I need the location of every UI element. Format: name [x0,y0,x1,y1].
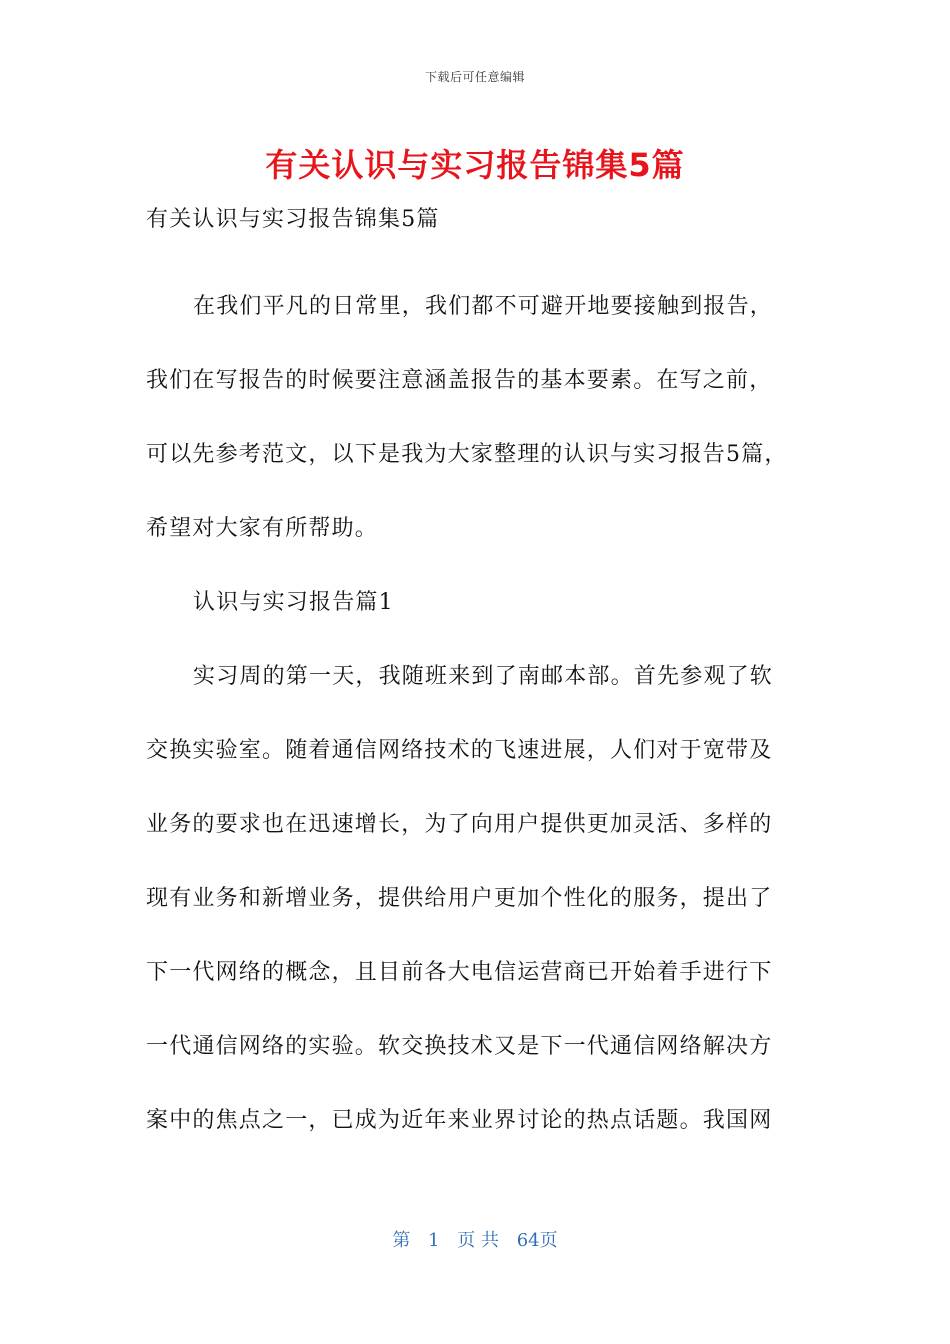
section-line: 实习周的第一天，我随班来到了南邮本部。首先参观了软 [193,664,774,689]
footer-prefix: 第 [392,1230,411,1251]
footer-page-number: 1 [428,1230,440,1251]
intro-line: 希望对大家有所帮助。 [146,516,379,541]
section-line: 下一代网络的概念，且目前各大电信运营商已开始着手进行下 [146,960,773,985]
intro-line: 我们在写报告的时候要注意涵盖报告的基本要素。在写之前， [146,368,773,393]
section-line: 一代通信网络的实验。软交换技术又是下一代通信网络解决方 [146,1034,773,1059]
section-line: 案中的焦点之一，已成为近年来业界讨论的热点话题。我国网 [146,1108,773,1133]
document-title: 有关认识与实习报告锦集5篇 [265,146,685,184]
intro-line: 在我们平凡的日常里，我们都不可避开地要接触到报告， [193,294,774,319]
section-heading: 认识与实习报告篇1 [193,590,394,615]
footer-total: 64页 [516,1230,558,1251]
section-line: 交换实验室。随着通信网络技术的飞速进展，人们对于宽带及 [146,738,773,763]
section-line: 现有业务和新增业务，提供给用户更加个性化的服务，提出了 [146,886,773,911]
document-body [146,196,806,1158]
page-footer [0,1226,950,1252]
header-note: 下载后可任意编辑 [424,70,525,84]
section-line: 业务的要求也在迅速增长，为了向用户提供更加灵活、多样的 [146,812,773,837]
intro-line: 可以先参考范文，以下是我为大家整理的认识与实习报告5篇， [146,442,788,467]
footer-middle: 页 共 [457,1230,499,1251]
subtitle: 有关认识与实习报告锦集5篇 [146,207,440,232]
